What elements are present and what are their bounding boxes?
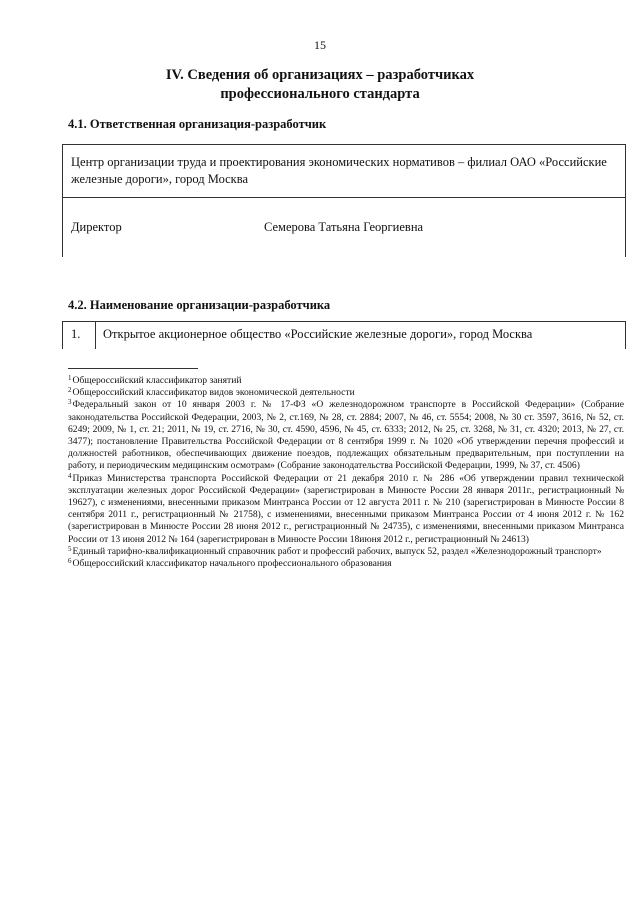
footnote (68, 387, 624, 399)
responsible-org-heading: 4.1. Ответственная организация-разработчик (68, 117, 327, 131)
footnote-text: Общероссийский классификатор видов экономической деятельности (72, 387, 355, 399)
page-number: 15 (314, 38, 326, 52)
footnote-mark: 6 (68, 557, 72, 566)
responsible-org-name: Центр организации труда и проектирования экономических нормативов – филиал ОАО «Российские железные дороги», город Москва (71, 155, 607, 186)
footnote-mark: 1 (68, 374, 72, 382)
cell-divider (95, 322, 96, 349)
footnote (68, 546, 624, 558)
footnote-text: Общероссийский классификатор начального профессионального образования (72, 558, 392, 570)
footnote (68, 399, 624, 472)
footnote-mark: 5 (68, 544, 72, 553)
footnote-text: Общероссийский классификатор занятий (72, 375, 242, 386)
footnote (68, 375, 624, 387)
responsible-org-box (62, 144, 626, 257)
footnote-mark: 3 (68, 398, 72, 407)
footnote-text: Федеральный закон от 10 января 2003 г. № 17-ФЗ «О железнодорожном транспорте в Российской Федерации» (Собрание законодательства Российской Федерации, 2003, № 2, ст.169, № 28, ст. 2884; 2007, № 46, ст. 5554; 2008, № 30 ст. 3597, 3616, № 52, ст. 6249; 2009, № 1, ст. 21; 2011, № 19, ст. 2716, № 30, ст. 4590, 4596, № 45, ст. 6333; 2012, № 25, ст. 3268, № 31, ст. 4320; 2013, № 27, ст. 3477); постановление Правительства Российской Федерации от 8 сентября 1999 г. № 1020 «Об утверждении перечня профессий и должностей работников, обеспечивающих движение поездов, подлежащих обязательным предварительным, при поступлении на работу, и периодическим медицинским осмотрам» (Собрание законодательства Российской Федерации, 1999, № 37, ст. 4506) (68, 399, 624, 472)
developer-org-number: 1. (71, 327, 81, 341)
footnote-mark: 2 (68, 386, 72, 395)
section-title (90, 66, 550, 104)
footnote (68, 558, 624, 570)
section-title-line-1: IV. Сведения об организациях – разработчиках (165, 67, 475, 83)
responsible-org-position: Директор (71, 220, 122, 234)
developer-orgs-heading: 4.2. Наименование организации-разработчика (68, 298, 331, 312)
row-divider (63, 197, 625, 198)
developer-orgs-table (62, 321, 626, 349)
footnote-text: Единый тарифно-квалификационный справочник работ и профессий рабочих, выпуск 52, раздел «Железнодорожный транспорт» (72, 545, 602, 557)
footnote (68, 473, 624, 546)
footnotes (68, 375, 624, 570)
footnote-mark: 4 (68, 471, 72, 480)
section-title-line-2: профессионального стандарта (220, 86, 420, 102)
developer-org-name: Открытое акционерное общество «Российские железные дороги», город Москва (103, 327, 533, 341)
footnote-rule (68, 368, 198, 369)
responsible-org-person: Семерова Татьяна Георгиевна (264, 220, 424, 234)
footnote-text: Приказ Министерства транспорта Российской Федерации от 21 декабря 2010 г. № 286 «Об утверждении правил технической эксплуатации железных дорог Российской Федерации» (зарегистрирован в Минюсте России 28 января 2011г., регистрационный № 19627), с изменениями, внесенными приказом Минтранса России от 12 августа 2011 г. № 210 (зарегистрирован в Минюсте России 8 сентября 2011 г., регистрационный № 21758), с изменениями, внесенными приказом Минтранса России от 4 июня 2012 г. № 162 (зарегистрирован в Минюсте России 28 июня 2012 г., регистрационный № 24735), с изменениями, внесенными приказом Минтранса России от 13 июня 2012 № 164 (зарегистрирован в Минюсте России 18июня 2012 г., регистрационный № 24613) (68, 472, 624, 545)
